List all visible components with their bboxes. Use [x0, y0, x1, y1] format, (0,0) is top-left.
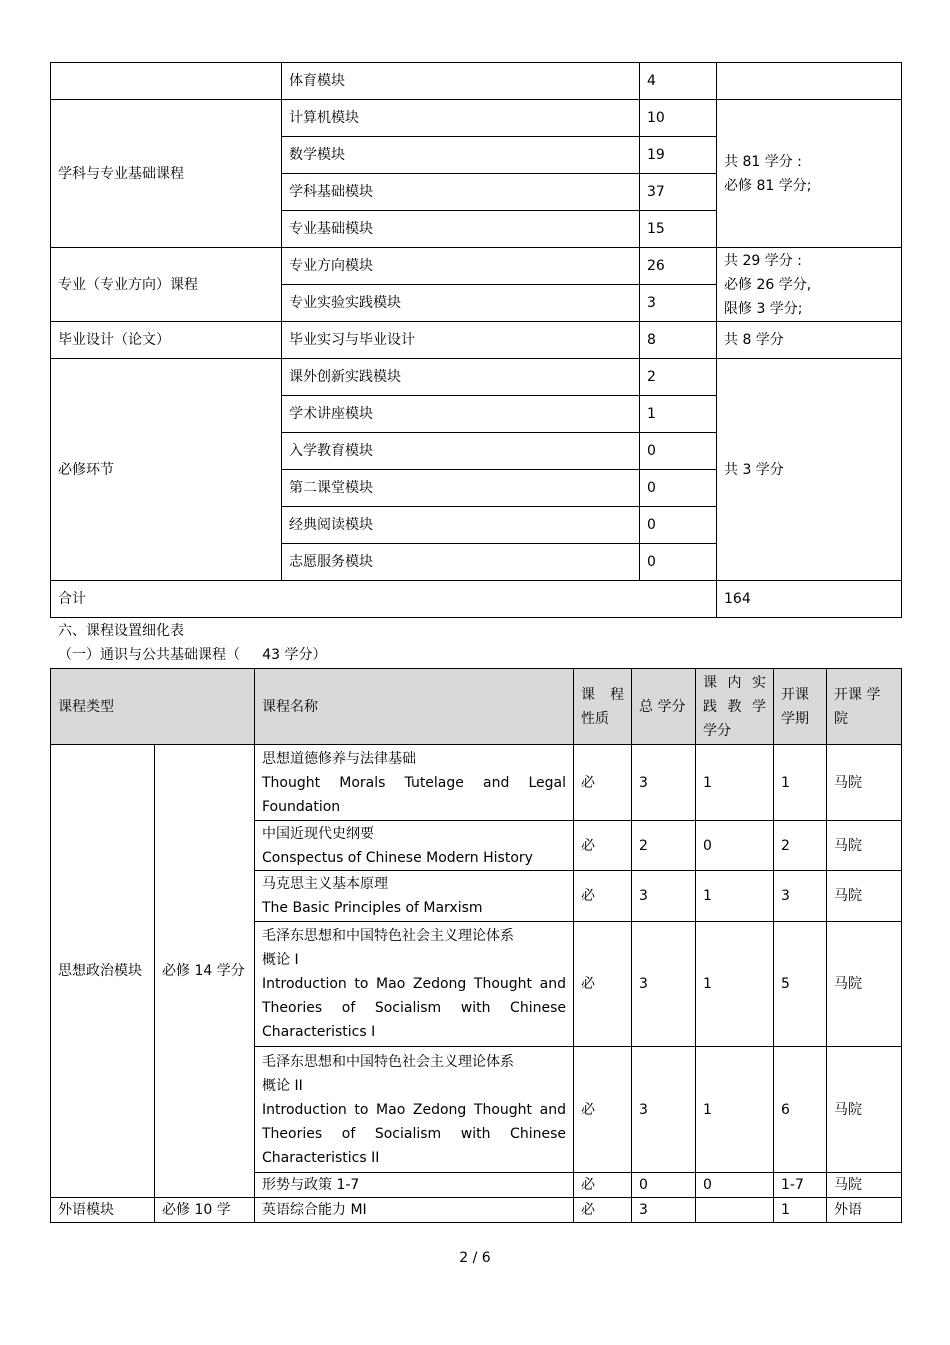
header-course-name: 课程名称: [255, 669, 574, 745]
total-credits-cell: 3: [632, 1047, 696, 1173]
category-cell: 专业（专业方向）课程: [51, 248, 282, 322]
note-cell: 共 3 学分: [717, 359, 902, 581]
nature-cell: 必: [574, 1173, 632, 1198]
course-name-cell: [255, 1047, 574, 1173]
module-cell: 入学教育模块: [282, 433, 640, 470]
nature-cell: 必: [574, 922, 632, 1047]
course-name-en: Thought Morals Tutelage and Legal: [262, 774, 566, 791]
college-cell: 马院: [827, 1047, 902, 1173]
header-row: [51, 669, 902, 745]
credits-cell: 1: [640, 396, 717, 433]
course-name-cn: 形势与政策 1-7: [262, 1177, 360, 1193]
module-cell: 专业方向模块: [282, 248, 640, 285]
nature-cell: 必: [574, 745, 632, 821]
credits-cell: 2: [640, 359, 717, 396]
module-cell: 志愿服务模块: [282, 544, 640, 581]
course-name-cn: 思想道德修养与法律基础: [262, 750, 416, 767]
table-row: [51, 100, 902, 137]
course-name-en: Theories of Socialism with Chinese: [262, 1000, 566, 1016]
course-name-en: Conspectus of Chinese Modern History: [262, 849, 533, 866]
category-cell: 必修环节: [51, 359, 282, 581]
college-cell: 马院: [827, 821, 902, 871]
nature-cell: 必: [574, 821, 632, 871]
nature-cell: 必: [574, 1047, 632, 1173]
credits-cell: 10: [640, 100, 717, 137]
course-name-en: Foundation: [262, 798, 341, 815]
practice-credits-cell: 1: [696, 745, 774, 821]
module-cell: 数学模块: [282, 137, 640, 174]
course-name-en: Characteristics I: [262, 1024, 376, 1040]
course-name-en: Theories of Socialism with Chinese: [262, 1125, 566, 1142]
section-title: 六、课程设置细化表: [58, 623, 184, 639]
course-name-en: Introduction to Mao Zedong Thought and: [262, 976, 566, 992]
header-term: 开课 学期: [774, 669, 827, 745]
table-row: [51, 63, 902, 100]
group-requirement-cell: 必修 14 学分: [155, 745, 255, 1198]
credits-cell: 19: [640, 137, 717, 174]
term-cell: 2: [774, 821, 827, 871]
credits-cell: 0: [640, 507, 717, 544]
module-cell: 计算机模块: [282, 100, 640, 137]
course-name-cn: 毛泽东思想和中国特色社会主义理论体系: [262, 928, 514, 944]
course-detail-table: [50, 668, 902, 1223]
course-name-cn: 概论 I: [262, 952, 299, 968]
group-requirement-cell: 必修 10 学: [155, 1198, 255, 1223]
credits-cell: 37: [640, 174, 717, 211]
credits-cell: 0: [640, 544, 717, 581]
subsection-title: （一）通识与公共基础课程（ 43 学分）: [58, 647, 327, 663]
course-name-cell: [255, 1198, 574, 1223]
credits-cell: 0: [640, 433, 717, 470]
total-value: 164: [717, 581, 902, 618]
course-name-cell: [255, 922, 574, 1047]
course-name-cell: [255, 821, 574, 871]
college-cell: 外语: [827, 1198, 902, 1223]
table-row: [51, 1198, 902, 1223]
table-row: [51, 248, 902, 285]
header-course-nature: 课 程 性质: [574, 669, 632, 745]
group-type-cell: 外语模块: [51, 1198, 155, 1223]
credits-cell: 8: [640, 322, 717, 359]
course-name-cn: 马克思主义基本原理: [262, 876, 388, 892]
category-cell: 学科与专业基础课程: [51, 100, 282, 248]
module-cell: 课外创新实践模块: [282, 359, 640, 396]
module-cell: 毕业实习与毕业设计: [282, 322, 640, 359]
total-credits-cell: 0: [632, 1173, 696, 1198]
module-cell: 第二课堂模块: [282, 470, 640, 507]
practice-credits-cell: [696, 1198, 774, 1223]
group-type-cell: 思想政治模块: [51, 745, 155, 1198]
practice-credits-cell: 0: [696, 1173, 774, 1198]
course-name-cell: [255, 745, 574, 821]
header-practice-credits: 课 内 实 践 教 学 学分: [696, 669, 774, 745]
term-cell: 3: [774, 871, 827, 922]
total-row: [51, 581, 902, 618]
college-cell: 马院: [827, 871, 902, 922]
course-name-cn: 概论 II: [262, 1077, 303, 1094]
credits-cell: 15: [640, 211, 717, 248]
module-cell: 学术讲座模块: [282, 396, 640, 433]
module-cell: 体育模块: [282, 63, 640, 100]
college-cell: 马院: [827, 745, 902, 821]
term-cell: 1: [774, 745, 827, 821]
page-number: 2 / 6: [459, 1250, 491, 1266]
header-course-type: 课程类型: [51, 669, 255, 745]
nature-cell: 必: [574, 1198, 632, 1223]
header-total-credits: 总 学分: [632, 669, 696, 745]
practice-credits-cell: 1: [696, 1047, 774, 1173]
module-cell: 专业基础模块: [282, 211, 640, 248]
course-name-cell: [255, 871, 574, 922]
credits-cell: 26: [640, 248, 717, 285]
credits-cell: 0: [640, 470, 717, 507]
category-cell: 毕业设计（论文）: [51, 322, 282, 359]
practice-credits-cell: 1: [696, 871, 774, 922]
category-cell: [51, 63, 282, 100]
college-cell: 马院: [827, 1173, 902, 1198]
course-name-cn: 英语综合能力 MⅠ: [262, 1202, 367, 1218]
module-cell: 经典阅读模块: [282, 507, 640, 544]
credits-cell: 3: [640, 285, 717, 322]
total-credits-cell: 3: [632, 1198, 696, 1223]
note-cell: 共 29 学分 : 必修 26 学分, 限修 3 学分;: [717, 248, 902, 322]
term-cell: 6: [774, 1047, 827, 1173]
total-credits-cell: 2: [632, 821, 696, 871]
practice-credits-cell: 0: [696, 821, 774, 871]
credits-cell: 4: [640, 63, 717, 100]
term-cell: 1: [774, 1198, 827, 1223]
table-row: [51, 745, 902, 821]
course-name-en: The Basic Principles of Marxism: [262, 900, 483, 916]
course-name-en: Characteristics II: [262, 1149, 380, 1166]
total-credits-cell: 3: [632, 871, 696, 922]
total-credits-cell: 3: [632, 922, 696, 1047]
table-row: [51, 322, 902, 359]
header-college: 开课 学院: [827, 669, 902, 745]
total-credits-cell: 3: [632, 745, 696, 821]
credit-summary-table: [50, 62, 902, 618]
practice-credits-cell: 1: [696, 922, 774, 1047]
term-cell: 5: [774, 922, 827, 1047]
note-cell: 共 8 学分: [717, 322, 902, 359]
college-cell: 马院: [827, 922, 902, 1047]
note-cell: [717, 63, 902, 100]
course-name-en: Introduction to Mao Zedong Thought and: [262, 1101, 566, 1118]
course-name-cell: [255, 1173, 574, 1198]
module-cell: 学科基础模块: [282, 174, 640, 211]
nature-cell: 必: [574, 871, 632, 922]
note-cell: 共 81 学分 : 必修 81 学分;: [717, 100, 902, 248]
term-cell: 1-7: [774, 1173, 827, 1198]
table-row: [51, 359, 902, 396]
module-cell: 专业实验实践模块: [282, 285, 640, 322]
course-name-cn: 毛泽东思想和中国特色社会主义理论体系: [262, 1053, 514, 1070]
course-name-cn: 中国近现代史纲要: [262, 825, 374, 842]
total-label: 合计: [51, 581, 717, 618]
